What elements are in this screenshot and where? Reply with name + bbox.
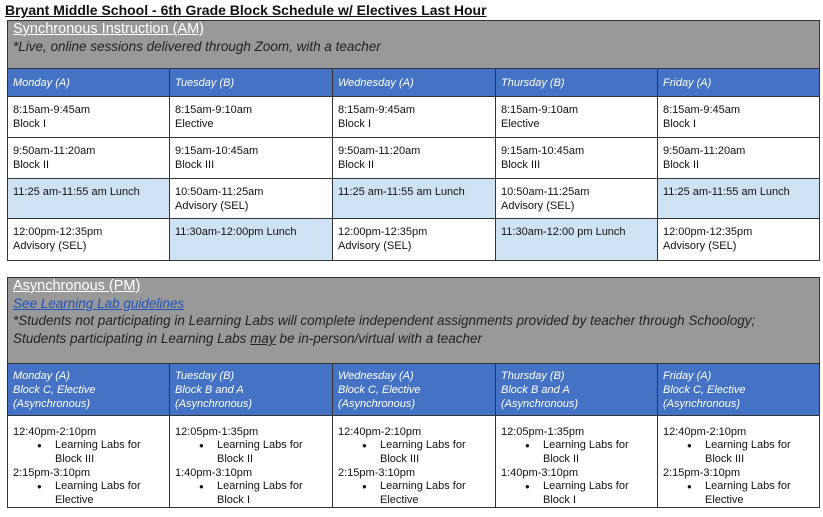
schedule-cell bbox=[8, 219, 170, 261]
lab-text: ● Learning Labs for bbox=[380, 480, 466, 492]
learning-lab-list bbox=[663, 480, 814, 507]
day-mode: (Asynchronous) bbox=[663, 397, 741, 410]
note-text: be in-person/virtual with a teacher bbox=[275, 331, 483, 346]
document-title: Bryant Middle School - 6th Grade Block Schedule w/ Electives Last Hour bbox=[5, 2, 487, 18]
asynchronous-note-line2 bbox=[13, 330, 814, 348]
day-header-cell bbox=[496, 364, 658, 416]
asynchronous-day-row bbox=[8, 364, 820, 416]
time-range: 11:25 am-11:55 am Lunch bbox=[663, 186, 790, 198]
learning-lab-item bbox=[37, 439, 164, 466]
time-range: 11:25 am-11:55 am Lunch bbox=[338, 186, 465, 198]
day-header-cell bbox=[658, 364, 820, 416]
day-mode: (Asynchronous) bbox=[338, 397, 416, 410]
synchronous-day-row bbox=[8, 69, 820, 97]
day-header-cell bbox=[170, 364, 333, 416]
learning-lab-cell bbox=[333, 416, 496, 508]
day-blocks: Block B and A bbox=[501, 383, 570, 396]
day-name: Monday (A) bbox=[13, 76, 70, 89]
schedule-cell bbox=[496, 219, 658, 261]
time-range: 12:00pm-12:35pm bbox=[13, 226, 103, 238]
time-range: 12:00pm-12:35pm bbox=[663, 226, 753, 238]
schedule-row bbox=[8, 138, 820, 179]
day-day: Tuesday (B) bbox=[175, 369, 235, 382]
schedule-cell bbox=[658, 219, 820, 261]
schedule-cell bbox=[333, 138, 496, 179]
schedule-cell bbox=[658, 138, 820, 179]
period-label: Block II bbox=[663, 159, 700, 171]
time-range: 11:25 am-11:55 am Lunch bbox=[13, 186, 140, 198]
schedule-row bbox=[8, 219, 820, 261]
learning-lab-list bbox=[663, 439, 814, 466]
learning-lab-item bbox=[687, 480, 814, 507]
lab-target: Block III bbox=[55, 452, 95, 465]
time-range: 11:30am-12:00pm Lunch bbox=[175, 226, 297, 238]
period-label: Block III bbox=[501, 159, 541, 171]
lab-text: ● Learning Labs for bbox=[217, 439, 303, 451]
lab-target: Block I bbox=[543, 493, 577, 506]
time-range: 10:50am-11:25am bbox=[501, 186, 590, 198]
day-blocks: Block C, Elective bbox=[663, 383, 746, 396]
synchronous-header-row bbox=[8, 21, 820, 69]
time-range: 10:50am-11:25am bbox=[175, 186, 264, 198]
lab-text: ● Learning Labs for bbox=[705, 439, 791, 451]
lab-target: Block II bbox=[217, 452, 254, 465]
schedule-row bbox=[8, 97, 820, 138]
schedule-cell bbox=[170, 138, 333, 179]
time-range: 12:40pm-2:10pm bbox=[338, 426, 422, 438]
time-range: 9:50am-11:20am bbox=[663, 145, 746, 157]
time-range: 8:15am-9:45am bbox=[13, 104, 91, 116]
schedule-cell bbox=[170, 179, 333, 219]
day-name: Friday (A) bbox=[663, 76, 712, 89]
note-emphasis: may bbox=[250, 331, 276, 346]
day-day: Wednesday (A) bbox=[338, 369, 414, 382]
time-range: 12:05pm-1:35pm bbox=[501, 426, 585, 438]
time-range: 9:50am-11:20am bbox=[13, 145, 96, 157]
synchronous-schedule-table bbox=[7, 20, 820, 261]
day-header-cell bbox=[496, 69, 658, 97]
synchronous-body bbox=[8, 97, 820, 261]
synchronous-title: Synchronous Instruction (AM) bbox=[13, 21, 204, 37]
synchronous-note: *Live, online sessions delivered through Zoom, with a teacher bbox=[13, 39, 381, 54]
time-range: 12:05pm-1:35pm bbox=[175, 426, 259, 438]
schedule-cell bbox=[496, 138, 658, 179]
day-name: Thursday (B) bbox=[501, 76, 565, 89]
period-label: Advisory (SEL) bbox=[338, 240, 412, 252]
asynchronous-body-row bbox=[8, 416, 820, 508]
lab-target: Block II bbox=[543, 452, 580, 465]
period-label: Block II bbox=[13, 159, 50, 171]
schedule-cell bbox=[170, 219, 333, 261]
day-header-cell bbox=[658, 69, 820, 97]
learning-lab-item bbox=[199, 439, 327, 466]
schedule-cell bbox=[8, 138, 170, 179]
learning-lab-cell bbox=[170, 416, 333, 508]
lab-text: ● Learning Labs for bbox=[55, 480, 141, 492]
lab-target: Elective bbox=[380, 493, 419, 506]
learning-lab-item bbox=[525, 480, 652, 507]
period-label: Block I bbox=[663, 118, 697, 130]
learning-lab-list bbox=[175, 480, 327, 507]
period-label: Block I bbox=[13, 118, 47, 130]
lab-target: Block III bbox=[705, 452, 745, 465]
asynchronous-note-line1: *Students not participating in Learning Labs will complete independent assignments provided by teacher through Schoology; bbox=[13, 313, 756, 328]
learning-lab-list bbox=[338, 439, 490, 466]
asynchronous-schedule-table bbox=[7, 277, 820, 508]
learning-lab-item bbox=[199, 480, 327, 507]
learning-lab-item bbox=[525, 439, 652, 466]
schedule-cell bbox=[333, 219, 496, 261]
day-blocks: Block B and A bbox=[175, 383, 244, 396]
time-range: 12:40pm-2:10pm bbox=[13, 426, 97, 438]
learning-lab-list bbox=[13, 439, 164, 466]
day-day: Thursday (B) bbox=[501, 369, 565, 382]
schedule-cell bbox=[333, 179, 496, 219]
period-label: Advisory (SEL) bbox=[663, 240, 737, 252]
time-range: 2:15pm-3:10pm bbox=[663, 467, 741, 479]
day-mode: (Asynchronous) bbox=[175, 397, 253, 410]
time-range: 1:40pm-3:10pm bbox=[501, 467, 579, 479]
day-name: Tuesday (B) bbox=[175, 76, 235, 89]
learning-lab-list bbox=[175, 439, 327, 466]
lab-text: ● Learning Labs for bbox=[543, 480, 629, 492]
learning-lab-item bbox=[37, 480, 164, 507]
schedule-cell bbox=[496, 179, 658, 219]
schedule-cell bbox=[658, 179, 820, 219]
period-label: Block II bbox=[338, 159, 375, 171]
day-header-cell bbox=[8, 69, 170, 97]
time-range: 9:15am-10:45am bbox=[501, 145, 585, 157]
day-blocks: Block C, Elective bbox=[338, 383, 421, 396]
day-header-cell bbox=[170, 69, 333, 97]
time-range: 8:15am-9:10am bbox=[175, 104, 253, 116]
lab-target: Elective bbox=[55, 493, 94, 506]
day-blocks: Block C, Elective bbox=[13, 383, 96, 396]
learning-lab-cell bbox=[496, 416, 658, 508]
learning-lab-item bbox=[362, 439, 490, 466]
day-mode: (Asynchronous) bbox=[501, 397, 579, 410]
learning-lab-item bbox=[687, 439, 814, 466]
period-label: Block I bbox=[338, 118, 372, 130]
learning-lab-cell bbox=[658, 416, 820, 508]
learning-lab-cell bbox=[8, 416, 170, 508]
day-name: Wednesday (A) bbox=[338, 76, 414, 89]
schedule-cell bbox=[333, 97, 496, 138]
lab-text: ● Learning Labs for bbox=[705, 480, 791, 492]
schedule-cell bbox=[170, 97, 333, 138]
schedule-cell bbox=[496, 97, 658, 138]
lab-target: Block III bbox=[380, 452, 420, 465]
learning-lab-list bbox=[501, 439, 652, 466]
day-day: Monday (A) bbox=[13, 369, 70, 382]
asynchronous-header-row bbox=[8, 278, 820, 364]
day-mode: (Asynchronous) bbox=[13, 397, 91, 410]
time-range: 11:30am-12:00 pm Lunch bbox=[501, 226, 626, 238]
period-label: Advisory (SEL) bbox=[175, 200, 249, 212]
note-text: Students participating in Learning Labs bbox=[13, 331, 251, 346]
learning-lab-list bbox=[501, 480, 652, 507]
schedule-cell bbox=[658, 97, 820, 138]
asynchronous-header bbox=[8, 278, 820, 364]
period-label: Advisory (SEL) bbox=[13, 240, 87, 252]
lab-text: ● Learning Labs for bbox=[380, 439, 466, 451]
period-label: Elective bbox=[175, 118, 214, 130]
synchronous-header bbox=[8, 21, 820, 69]
lab-target: Block I bbox=[217, 493, 251, 506]
learning-lab-list bbox=[13, 480, 164, 507]
period-label: Block III bbox=[175, 159, 215, 171]
time-range: 2:15pm-3:10pm bbox=[338, 467, 416, 479]
learning-lab-list bbox=[338, 480, 490, 507]
time-range: 9:50am-11:20am bbox=[338, 145, 421, 157]
day-header-cell bbox=[333, 69, 496, 97]
period-label: Advisory (SEL) bbox=[501, 200, 575, 212]
time-range: 8:15am-9:45am bbox=[338, 104, 416, 116]
schedule-cell bbox=[8, 179, 170, 219]
day-day: Friday (A) bbox=[663, 369, 712, 382]
lab-text: ● Learning Labs for bbox=[217, 480, 303, 492]
day-header-cell bbox=[8, 364, 170, 416]
lab-target: Elective bbox=[705, 493, 744, 506]
lab-text: ● Learning Labs for bbox=[55, 439, 141, 451]
lab-text: ● Learning Labs for bbox=[543, 439, 629, 451]
asynchronous-title: Asynchronous (PM) bbox=[13, 278, 141, 294]
time-range: 8:15am-9:10am bbox=[501, 104, 579, 116]
time-range: 12:00pm-12:35pm bbox=[338, 226, 428, 238]
learning-lab-guidelines-link[interactable]: See Learning Lab guidelines bbox=[13, 296, 185, 311]
time-range: 12:40pm-2:10pm bbox=[663, 426, 747, 438]
time-range: 9:15am-10:45am bbox=[175, 145, 259, 157]
day-header-cell bbox=[333, 364, 496, 416]
schedule-cell bbox=[8, 97, 170, 138]
time-range: 1:40pm-3:10pm bbox=[175, 467, 253, 479]
learning-lab-item bbox=[362, 480, 490, 507]
period-label: Elective bbox=[501, 118, 540, 130]
schedule-row bbox=[8, 179, 820, 219]
time-range: 2:15pm-3:10pm bbox=[13, 467, 91, 479]
time-range: 8:15am-9:45am bbox=[663, 104, 741, 116]
